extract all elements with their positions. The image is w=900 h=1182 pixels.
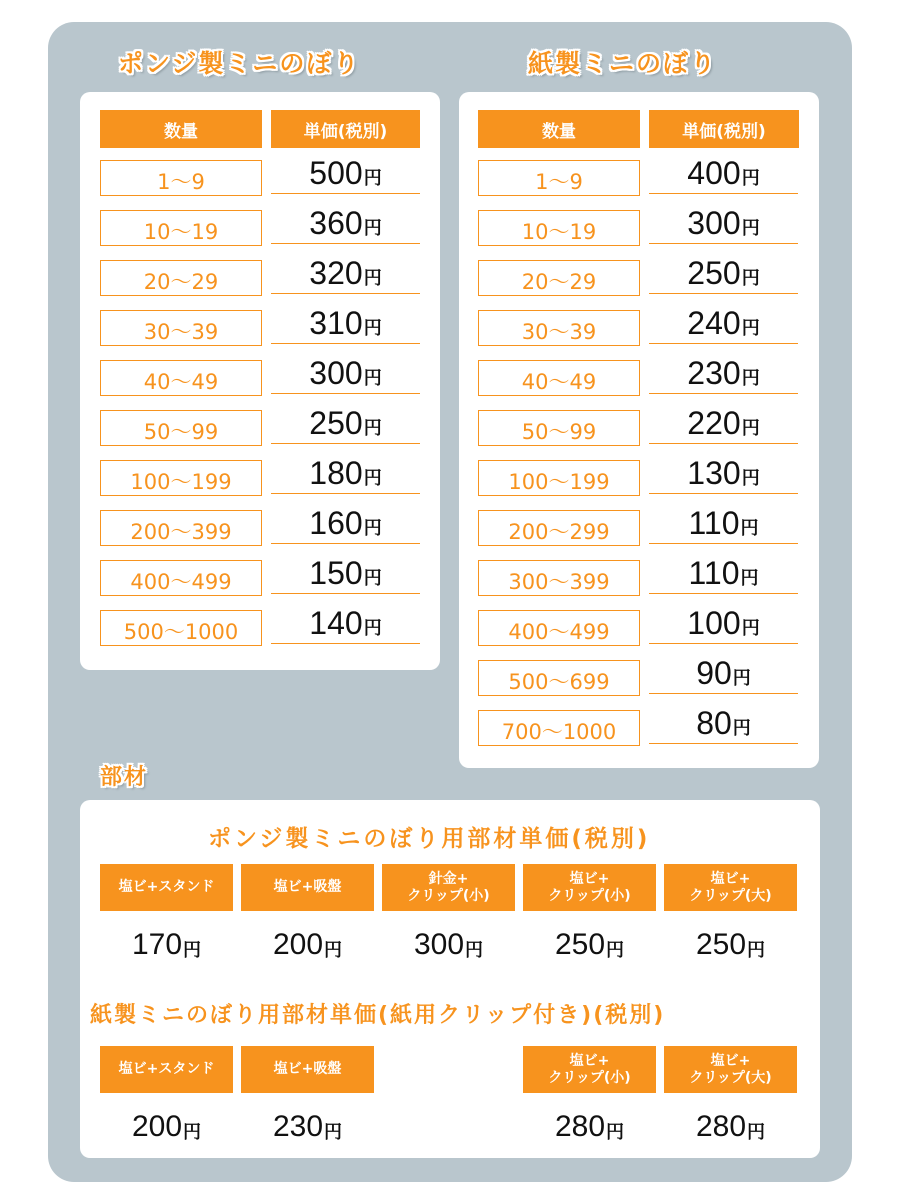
- price-value: 280: [554, 1110, 606, 1143]
- unit-price-cell: [649, 404, 798, 444]
- price-value: 220: [687, 405, 741, 441]
- unit-price-cell: [649, 554, 798, 594]
- price-value: 140: [309, 605, 363, 641]
- quantity-cell: 40～49: [478, 360, 640, 396]
- yen-unit: 円: [363, 417, 382, 439]
- yen-unit: 円: [363, 517, 382, 539]
- yen-unit: 円: [741, 417, 760, 439]
- unit-price-cell: [649, 354, 798, 394]
- quantity-cell: 20～29: [478, 260, 640, 296]
- quantity-cell: 40～49: [100, 360, 262, 396]
- price-value: 240: [687, 305, 741, 341]
- price-value: 300: [309, 355, 363, 391]
- part-price: [382, 925, 515, 965]
- quantity-cell: 300～399: [478, 560, 640, 596]
- paper-header-qty: 数量: [478, 110, 640, 148]
- price-value: 90: [696, 655, 732, 691]
- pongee-parts-title: ポンジ製ミニのぼり用部材単価(税別): [208, 826, 651, 852]
- pongee-title: ポンジ製ミニのぼり: [118, 49, 361, 78]
- yen-unit: 円: [740, 517, 759, 539]
- yen-unit: 円: [363, 467, 382, 489]
- unit-price-cell: [271, 304, 420, 344]
- part-price: [664, 925, 797, 965]
- yen-unit: 円: [363, 167, 382, 189]
- pongee-header-price: 単価(税別): [271, 110, 420, 148]
- yen-unit: 円: [741, 617, 760, 639]
- unit-price-cell: [271, 354, 420, 394]
- yen-unit: 円: [363, 367, 382, 389]
- part-price: [664, 1107, 797, 1147]
- part-label: 塩ビ+ クリップ(小): [523, 864, 656, 911]
- yen-unit: 円: [741, 367, 760, 389]
- quantity-cell: 10～19: [478, 210, 640, 246]
- yen-unit: 円: [741, 217, 760, 239]
- pongee-price-card: [80, 92, 440, 670]
- yen-unit: 円: [606, 1122, 625, 1143]
- yen-unit: 円: [740, 567, 759, 589]
- quantity-cell: 30～39: [100, 310, 262, 346]
- yen-unit: 円: [606, 940, 625, 961]
- price-value: 110: [688, 555, 740, 591]
- part-label: 塩ビ+ クリップ(大): [664, 1046, 797, 1093]
- part-label: 針金+ クリップ(小): [382, 864, 515, 911]
- price-value: 80: [696, 705, 732, 741]
- unit-price-cell: [271, 504, 420, 544]
- price-value: 230: [272, 1110, 324, 1143]
- yen-unit: 円: [465, 940, 484, 961]
- price-value: 250: [687, 255, 741, 291]
- price-value: 200: [272, 928, 324, 961]
- quantity-cell: 400～499: [478, 610, 640, 646]
- price-value: 170: [131, 928, 183, 961]
- price-value: 250: [695, 928, 747, 961]
- unit-price-cell: [649, 304, 798, 344]
- price-value: 200: [131, 1110, 183, 1143]
- part-label: 塩ビ+吸盤: [241, 1046, 374, 1093]
- quantity-cell: 50～99: [478, 410, 640, 446]
- price-value: 230: [687, 355, 741, 391]
- price-value: 160: [309, 505, 363, 541]
- unit-price-cell: [649, 504, 798, 544]
- price-value: 360: [309, 205, 363, 241]
- price-value: 300: [687, 205, 741, 241]
- quantity-cell: 1～9: [100, 160, 262, 196]
- yen-unit: 円: [741, 467, 760, 489]
- unit-price-cell: [649, 654, 798, 694]
- quantity-cell: 200～399: [100, 510, 262, 546]
- yen-unit: 円: [363, 217, 382, 239]
- yen-unit: 円: [747, 1122, 766, 1143]
- yen-unit: 円: [741, 267, 760, 289]
- yen-unit: 円: [324, 1122, 343, 1143]
- quantity-cell: 500～699: [478, 660, 640, 696]
- part-label: 塩ビ+ クリップ(小): [523, 1046, 656, 1093]
- yen-unit: 円: [363, 267, 382, 289]
- price-value: 280: [695, 1110, 747, 1143]
- unit-price-cell: [271, 404, 420, 444]
- paper-title: 紙製ミニのぼり: [528, 49, 718, 78]
- quantity-cell: 50～99: [100, 410, 262, 446]
- yen-unit: 円: [732, 717, 751, 739]
- unit-price-cell: [649, 154, 798, 194]
- part-price: [241, 1107, 374, 1147]
- quantity-cell: 400～499: [100, 560, 262, 596]
- parts-card: [80, 800, 820, 1158]
- quantity-cell: 20～29: [100, 260, 262, 296]
- quantity-cell: 200～299: [478, 510, 640, 546]
- price-value: 130: [687, 455, 741, 491]
- yen-unit: 円: [183, 940, 202, 961]
- paper-parts-title: 紙製ミニのぼり用部材単価(紙用クリップ付き)(税別): [90, 1003, 666, 1028]
- unit-price-cell: [271, 204, 420, 244]
- yen-unit: 円: [732, 667, 751, 689]
- price-value: 100: [687, 605, 741, 641]
- unit-price-cell: [649, 604, 798, 644]
- quantity-cell: 10～19: [100, 210, 262, 246]
- part-label: 塩ビ+スタンド: [100, 1046, 233, 1093]
- unit-price-cell: [649, 704, 798, 744]
- part-price: [523, 925, 656, 965]
- price-value: 400: [687, 155, 741, 191]
- part-price: [241, 925, 374, 965]
- yen-unit: 円: [741, 167, 760, 189]
- price-value: 500: [309, 155, 363, 191]
- unit-price-cell: [649, 204, 798, 244]
- part-label: 塩ビ+スタンド: [100, 864, 233, 911]
- price-value: 250: [554, 928, 606, 961]
- price-value: 110: [688, 505, 740, 541]
- quantity-cell: 1～9: [478, 160, 640, 196]
- unit-price-cell: [271, 454, 420, 494]
- quantity-cell: 100～199: [478, 460, 640, 496]
- part-label: 塩ビ+ クリップ(大): [664, 864, 797, 911]
- yen-unit: 円: [363, 567, 382, 589]
- unit-price-cell: [271, 154, 420, 194]
- price-value: 300: [413, 928, 465, 961]
- parts-title: 部材: [100, 765, 149, 790]
- price-value: 250: [309, 405, 363, 441]
- part-price: [523, 1107, 656, 1147]
- yen-unit: 円: [324, 940, 343, 961]
- unit-price-cell: [649, 454, 798, 494]
- unit-price-cell: [649, 254, 798, 294]
- yen-unit: 円: [747, 940, 766, 961]
- yen-unit: 円: [363, 317, 382, 339]
- unit-price-cell: [271, 254, 420, 294]
- quantity-cell: 700～1000: [478, 710, 640, 746]
- quantity-cell: 30～39: [478, 310, 640, 346]
- part-price: [100, 925, 233, 965]
- yen-unit: 円: [183, 1122, 202, 1143]
- unit-price-cell: [271, 554, 420, 594]
- price-value: 180: [309, 455, 363, 491]
- paper-header-price: 単価(税別): [649, 110, 799, 148]
- unit-price-cell: [271, 604, 420, 644]
- price-value: 310: [309, 305, 363, 341]
- price-value: 150: [309, 555, 363, 591]
- quantity-cell: 500～1000: [100, 610, 262, 646]
- price-value: 320: [309, 255, 363, 291]
- part-price: [100, 1107, 233, 1147]
- yen-unit: 円: [363, 617, 382, 639]
- quantity-cell: 100～199: [100, 460, 262, 496]
- part-label: 塩ビ+吸盤: [241, 864, 374, 911]
- pongee-header-qty: 数量: [100, 110, 262, 148]
- paper-price-card: [459, 92, 819, 768]
- yen-unit: 円: [741, 317, 760, 339]
